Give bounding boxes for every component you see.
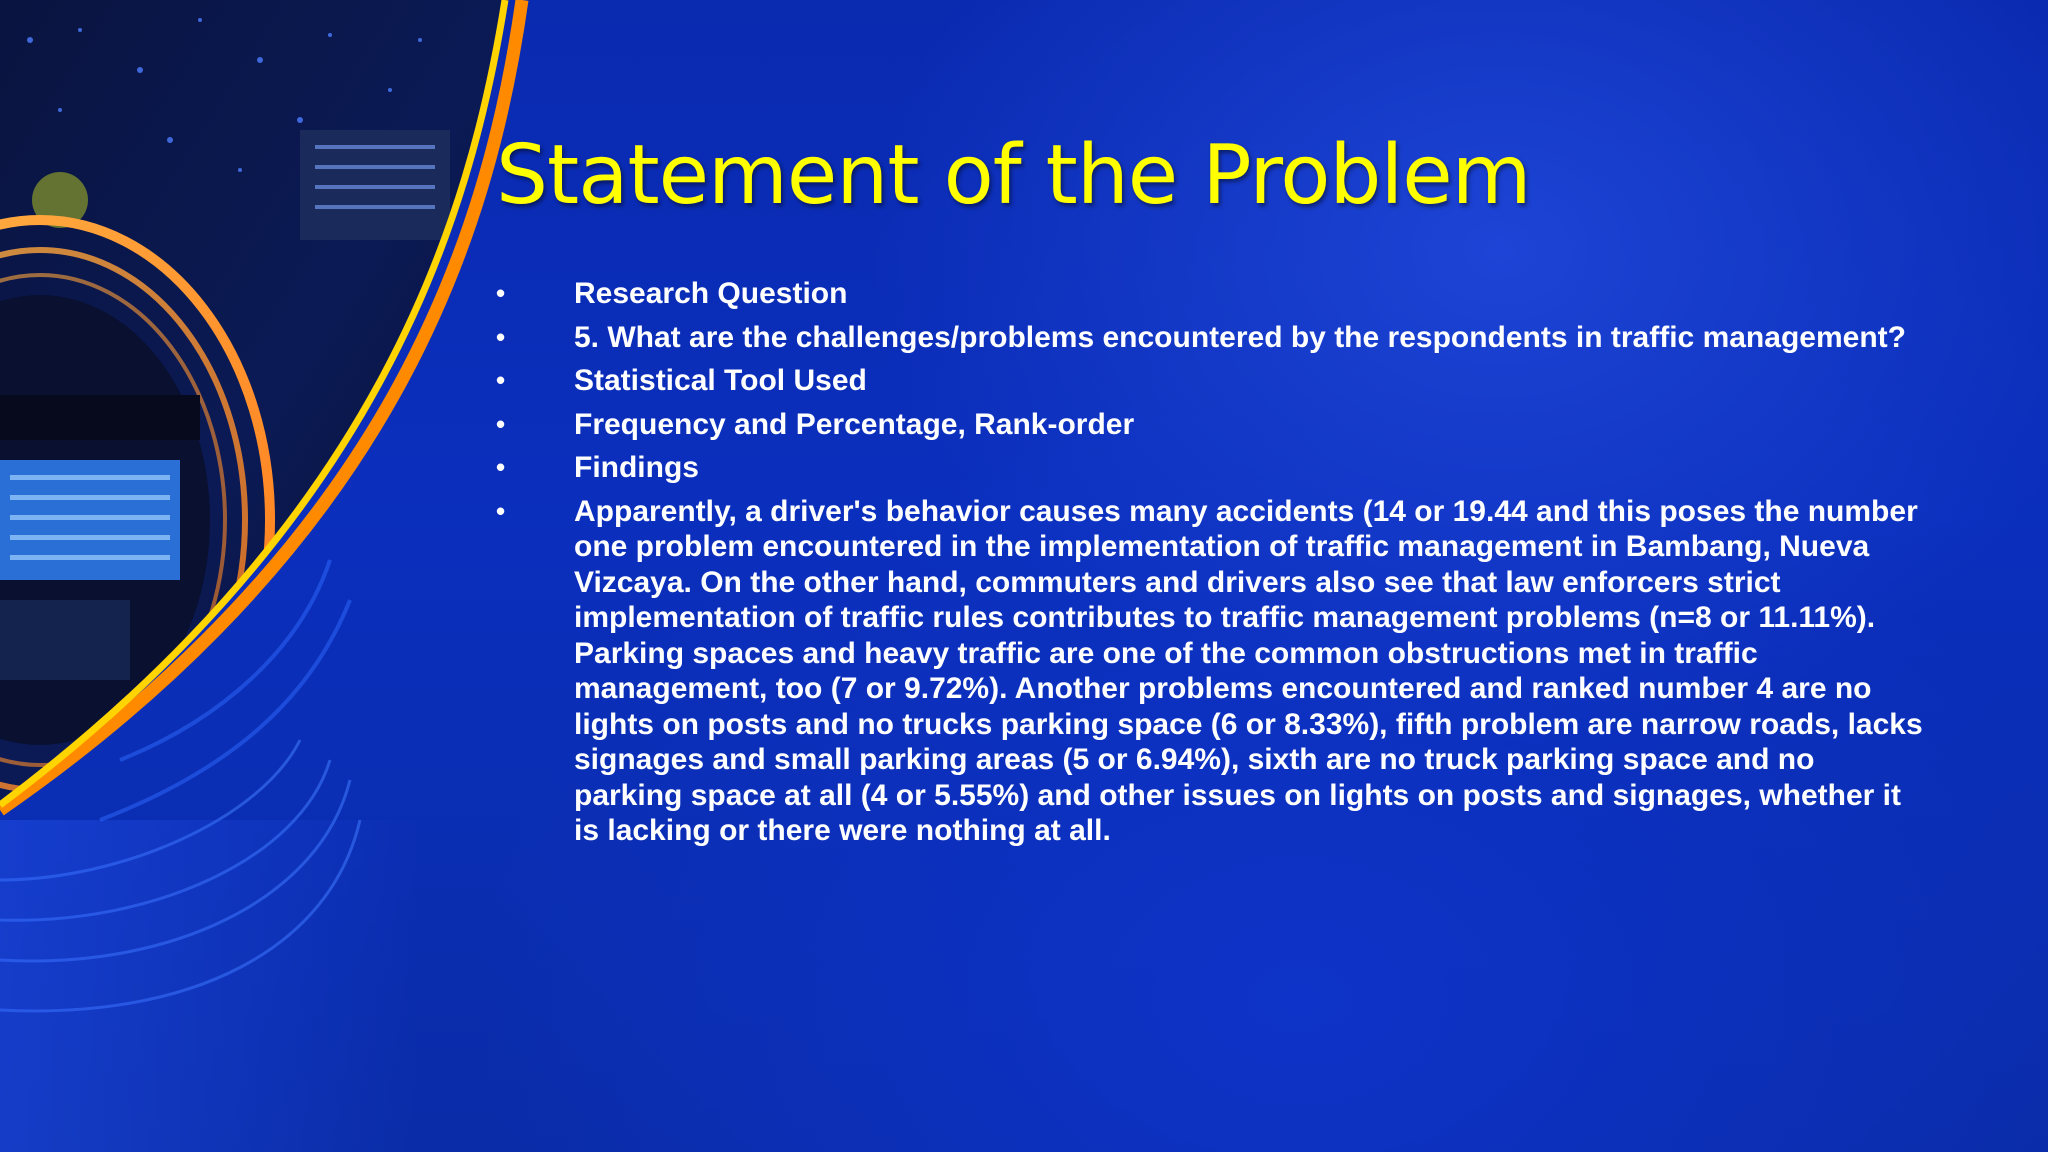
bullet-text: Findings	[574, 451, 699, 484]
bullet-findings	[496, 494, 1926, 849]
bullet-icon: •	[496, 365, 506, 395]
bullet-icon: •	[496, 452, 506, 482]
slide-title: Statement of the Problem	[496, 128, 1531, 223]
bullet-text: 5. What are the challenges/problems encountered by the respondents in traffic management?	[574, 320, 1906, 354]
bullet-statistical-tool	[496, 407, 1926, 443]
bullet-text: Frequency and Percentage, Rank-order	[574, 407, 1135, 441]
bullet-icon: •	[496, 278, 506, 308]
bullet-research-question-heading	[496, 276, 1926, 312]
bullet-icon: •	[496, 321, 506, 352]
bullet-findings-heading	[496, 450, 1926, 486]
bullet-icon: •	[496, 495, 506, 526]
bullet-text: Research Question	[574, 277, 848, 310]
bullet-text: Apparently, a driver's behavior causes many accidents (14 or 19.44 and this poses the number one problem encountered in the implementation of traffic management in Bambang, Nueva Vizcaya. On the other hand, commuters and drivers also see that law enforcers strict implementation of traffic rules contributes to traffic management problems (n=8 or 11.11%). Parking spaces and heavy traffic are one of the common obstructions met in traffic management, too (7 or 9.72%). Another problems encountered and ranked number 4 are no lights on posts and no trucks parking space (6 or 8.33%), fifth problem are narrow roads, lacks signages and small parking areas (5 or 6.94%), sixth are no truck parking space and no parking space at all (4 or 5.55%) and other issues on lights on posts and signages, whether it is lacking or there were nothing at all.	[574, 494, 1923, 847]
bullet-research-question	[496, 320, 1926, 356]
bullet-text: Statistical Tool Used	[574, 364, 867, 397]
bullet-statistical-tool-heading	[496, 363, 1926, 399]
bullet-list	[496, 276, 1926, 857]
bullet-icon: •	[496, 408, 506, 439]
